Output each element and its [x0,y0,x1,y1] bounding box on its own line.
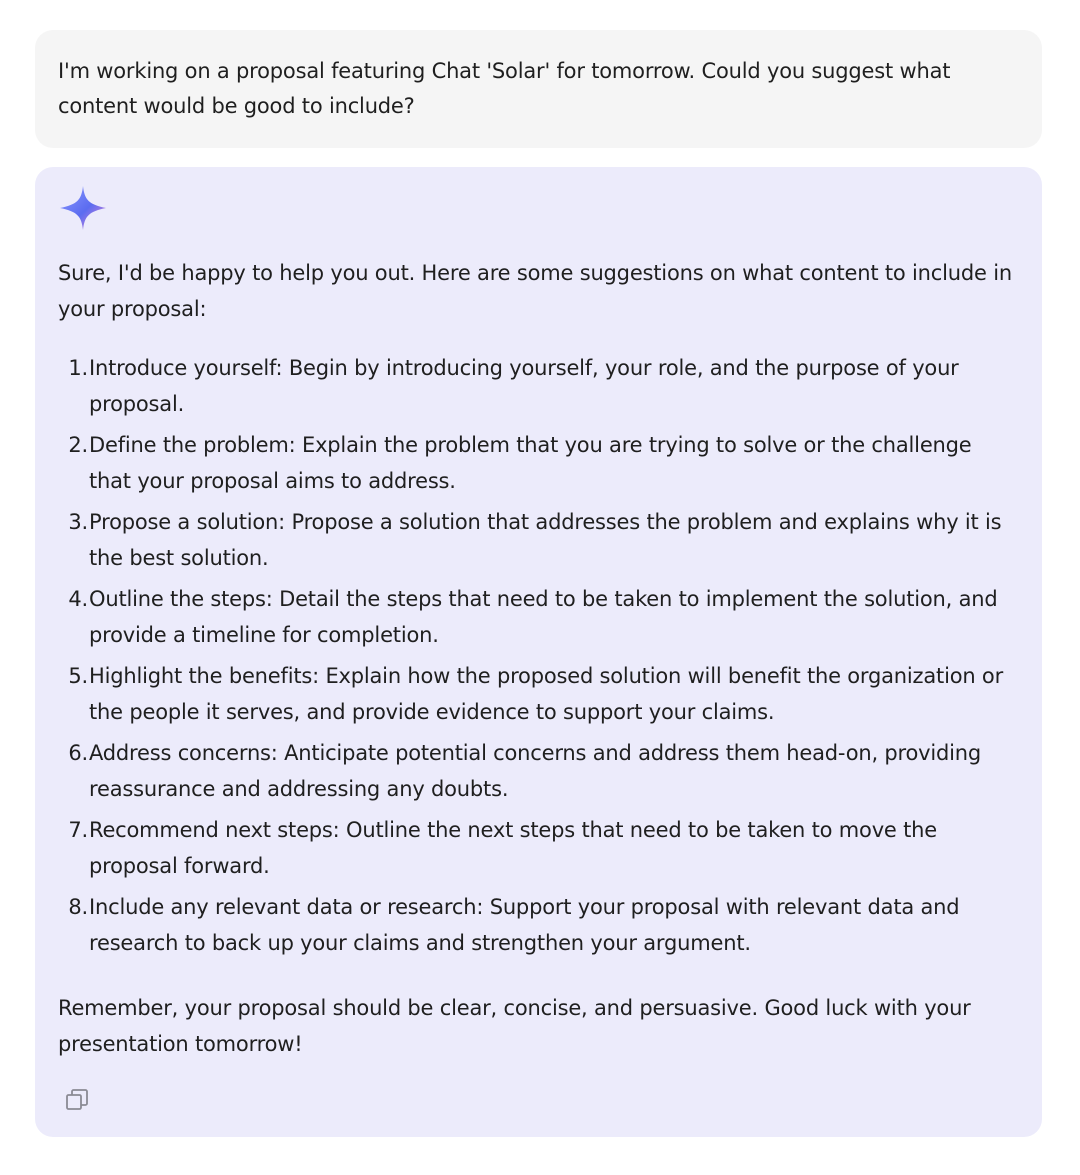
sparkle-icon [58,185,108,231]
list-item-number: 5. [68,664,88,688]
list-item [58,812,1018,884]
list-item-text: Address concerns: Anticipate potential concerns and address them head-on, providing reassurance and addressing any doubts. [89,741,982,801]
user-message-text: I'm working on a proposal featuring Chat 'Solar' for tomorrow. Could you suggest what content would be good to include? [58,59,951,118]
assistant-closing-text: Remember, your proposal should be clear, concise, and persuasive. Good luck with your presentation tomorrow! [58,996,971,1056]
list-item [58,427,1018,499]
list-item [58,658,1018,730]
list-item-text: Include any relevant data or research: Support your proposal with relevant data and research to back up your claims and strengthen your argument. [89,895,960,955]
user-message-bubble [35,30,1042,148]
list-item-text: Define the problem: Explain the problem that you are trying to solve or the challenge that your proposal aims to address. [89,433,972,493]
list-item-number: 3. [68,510,88,534]
copy-button[interactable] [62,1085,92,1115]
list-item-number: 2. [68,433,88,457]
list-item-number: 6. [68,741,88,765]
list-item [58,581,1018,653]
list-item-text: Recommend next steps: Outline the next steps that need to be taken to move the proposal forward. [89,818,937,878]
assistant-intro-text: Sure, I'd be happy to help you out. Here are some suggestions on what content to include in your proposal: [58,261,1012,321]
list-item [58,889,1018,961]
list-item [58,350,1018,422]
list-item [58,504,1018,576]
list-item-number: 8. [68,895,88,919]
list-item [58,735,1018,807]
list-item-number: 4. [68,587,88,611]
list-item-text: Outline the steps: Detail the steps that need to be taken to implement the solution, and provide a timeline for completion. [89,587,998,647]
list-item-text: Introduce yourself: Begin by introducing yourself, your role, and the purpose of your proposal. [89,356,959,416]
suggestions-list [58,350,1018,966]
list-item-text: Propose a solution: Propose a solution that addresses the problem and explains why it is the best solution. [89,510,1002,570]
list-item-text: Highlight the benefits: Explain how the proposed solution will benefit the organization or the people it serves, and provide evidence to support your claims. [89,664,1004,724]
list-item-number: 1. [68,356,88,380]
copy-icon[interactable] [62,1085,92,1115]
list-item-number: 7. [68,818,88,842]
assistant-message-bubble [35,167,1042,1137]
